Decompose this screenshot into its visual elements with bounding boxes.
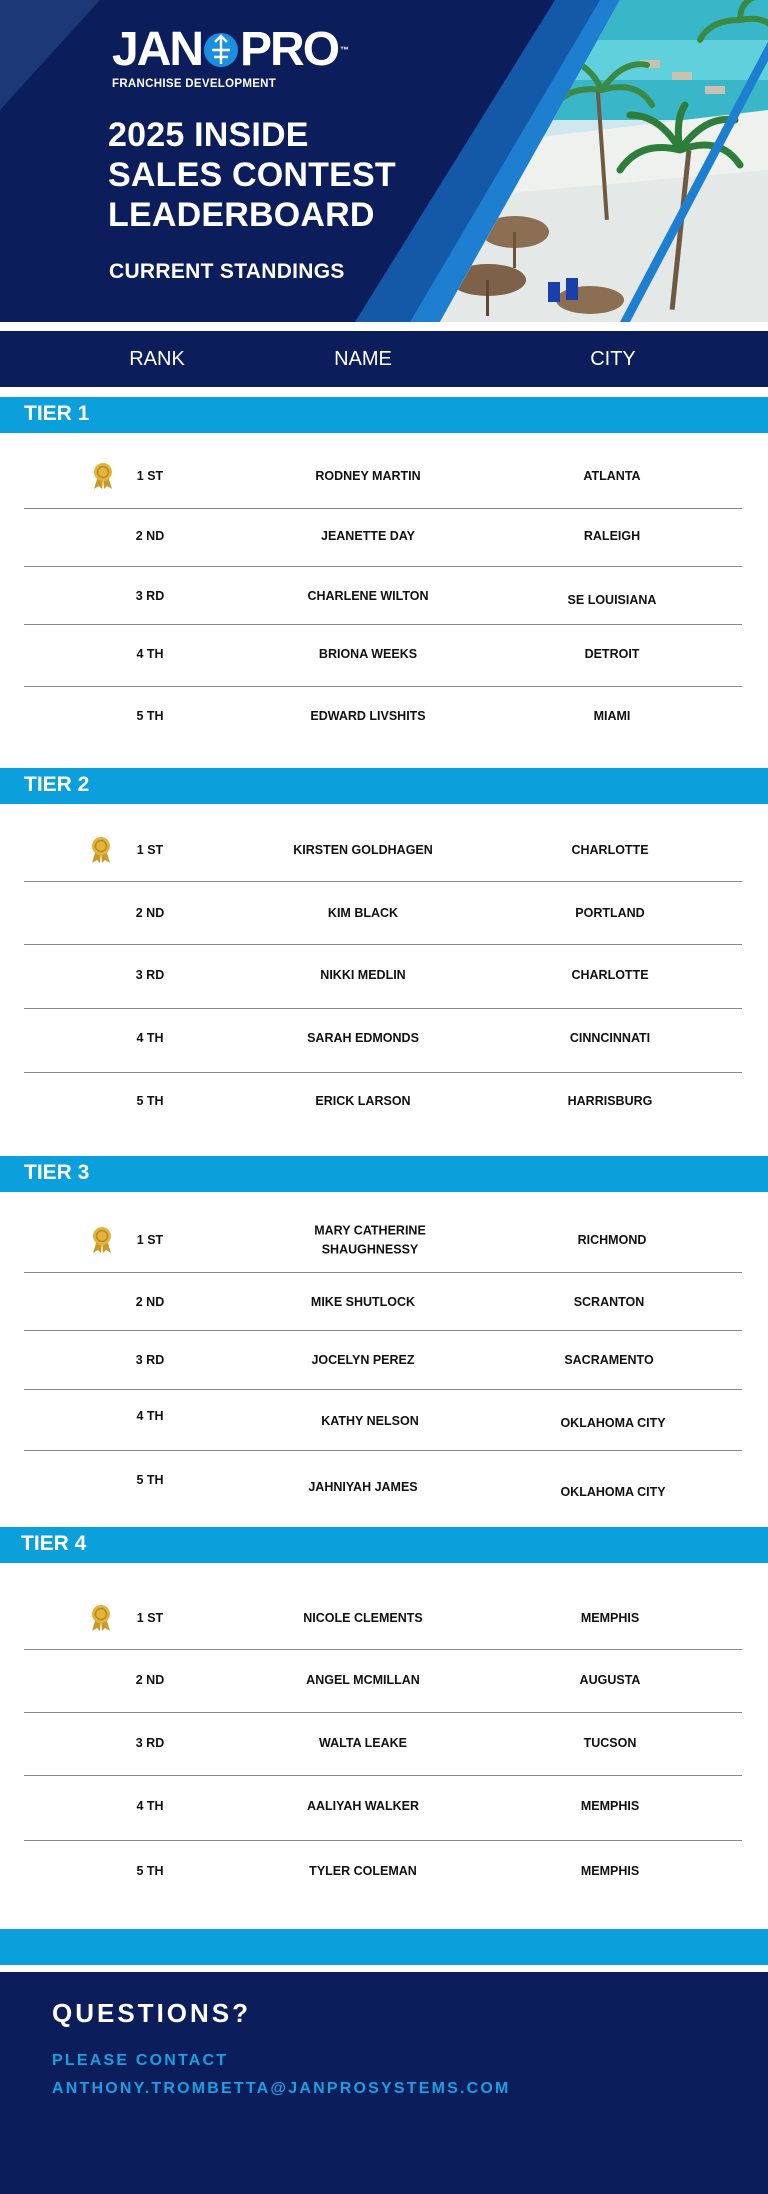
city-cell: MEMPHIS [580, 1864, 640, 1878]
name-line: MARY CATHERINE [314, 1223, 426, 1238]
row-divider [24, 1330, 742, 1331]
name-cell: CHARLENE WILTON [307, 589, 429, 603]
city-cell: SACRAMENTO [564, 1353, 654, 1367]
row-divider [24, 1775, 742, 1776]
city-cell: DETROIT [584, 647, 640, 661]
medal-icon [90, 1604, 112, 1632]
rank-cell: 1 ST [136, 469, 164, 483]
tier-header [0, 397, 768, 433]
page-title [108, 115, 468, 235]
name-cell: ERICK LARSON [315, 1094, 411, 1108]
rank-cell: 4 TH [136, 1409, 164, 1423]
row-divider [24, 1649, 742, 1650]
name-cell: SARAH EDMONDS [307, 1031, 419, 1045]
name-cell: JAHNIYAH JAMES [308, 1480, 418, 1494]
name-cell: MIKE SHUTLOCK [310, 1295, 416, 1309]
footer-accent-strip [0, 1929, 768, 1965]
city-cell: CHARLOTTE [571, 843, 649, 857]
name-cell: TYLER COLEMAN [309, 1864, 417, 1878]
row-divider [24, 508, 742, 509]
city-cell: MEMPHIS [580, 1611, 640, 1625]
row-divider [24, 944, 742, 945]
name-cell: JEANETTE DAY [320, 529, 416, 543]
row-divider [24, 624, 742, 625]
rank-cell: 4 TH [136, 647, 164, 661]
page-subtitle: CURRENT STANDINGS [109, 260, 345, 283]
row-divider [24, 1272, 742, 1273]
row-divider [24, 1072, 742, 1073]
rank-cell: 1 ST [136, 1233, 164, 1247]
name-cell: KIM BLACK [327, 906, 399, 920]
title-line: 2025 INSIDE [108, 116, 309, 154]
row-divider [24, 686, 742, 687]
contact-email-link[interactable]: ANTHONY.TROMBETTA@JANPROSYSTEMS.COM [52, 2080, 511, 2097]
name-cell: BRIONA WEEKS [318, 647, 418, 661]
city-cell: MEMPHIS [580, 1799, 640, 1813]
tier-header [0, 1156, 768, 1192]
title-line: SALES CONTEST [108, 156, 396, 194]
city-cell: PORTLAND [575, 906, 645, 920]
name-cell: NICOLE CLEMENTS [303, 1611, 423, 1625]
medal-icon [91, 1226, 113, 1254]
name-cell: AALIYAH WALKER [306, 1799, 420, 1813]
city-cell: TUCSON [583, 1736, 637, 1750]
city-cell: SE LOUISIANA [567, 593, 657, 607]
name-cell: RODNEY MARTIN [315, 469, 421, 483]
city-cell: ATLANTA [583, 469, 641, 483]
name-cell: WALTA LEAKE [319, 1736, 407, 1750]
rank-cell: 1 ST [136, 1611, 164, 1625]
footer-contact [0, 1972, 768, 2194]
tier-header [0, 1527, 768, 1563]
city-cell: AUGUSTA [579, 1673, 641, 1687]
row-divider [24, 1450, 742, 1451]
column-header-name: NAME [334, 348, 392, 370]
hero-banner [0, 0, 768, 322]
medal-icon [90, 836, 112, 864]
city-cell: SCRANTON [573, 1295, 645, 1309]
logo-text-right: PRO [240, 23, 339, 76]
rank-cell: 5 TH [136, 709, 164, 723]
janpro-logo [112, 23, 350, 90]
city-cell: RICHMOND [577, 1233, 647, 1247]
title-line: LEADERBOARD [108, 196, 375, 234]
name-cell: KATHY NELSON [321, 1414, 419, 1428]
city-cell: RALEIGH [583, 529, 641, 543]
logo-trademark: ™ [340, 45, 350, 55]
name-cell: NIKKI MEDLIN [320, 968, 406, 982]
city-cell: OKLAHOMA CITY [560, 1416, 666, 1430]
row-divider [24, 1008, 742, 1009]
medal-icon [92, 462, 114, 490]
name-line: SHAUGHNESSY [321, 1242, 419, 1257]
column-header-city: CITY [590, 348, 636, 370]
city-cell: MIAMI [593, 709, 631, 723]
rank-cell: 5 TH [136, 1473, 164, 1487]
row-divider [24, 1389, 742, 1390]
questions-heading: QUESTIONS? [52, 1998, 252, 2028]
city-cell: CHARLOTTE [571, 968, 649, 982]
rank-cell: 3 RD [135, 968, 165, 982]
logo-subtitle: FRANCHISE DEVELOPMENT [112, 78, 277, 90]
row-divider [24, 1840, 742, 1841]
name-cell: KIRSTEN GOLDHAGEN [293, 843, 433, 857]
rank-cell: 2 ND [135, 529, 165, 543]
city-cell: CINNCINNATI [569, 1031, 651, 1045]
rank-cell: 4 TH [136, 1799, 164, 1813]
name-cell: EDWARD LIVSHITS [310, 709, 426, 723]
name-cell: ANGEL MCMILLAN [306, 1673, 420, 1687]
row-divider [24, 1712, 742, 1713]
city-cell: HARRISBURG [567, 1094, 653, 1108]
rank-cell: 3 RD [135, 1736, 165, 1750]
rank-cell: 2 ND [135, 1295, 165, 1309]
rank-cell: 3 RD [135, 589, 165, 603]
row-divider [24, 566, 742, 567]
rank-cell: 2 ND [135, 1673, 165, 1687]
rank-cell: 5 TH [136, 1864, 164, 1878]
rank-cell: 2 ND [135, 906, 165, 920]
logo-text-left: JAN [112, 23, 203, 76]
tier-header [0, 768, 768, 804]
column-header-rank: RANK [129, 348, 185, 370]
column-header-bar [0, 331, 768, 387]
city-cell: OKLAHOMA CITY [560, 1485, 666, 1499]
name-cell [314, 1223, 426, 1258]
rank-cell: 3 RD [135, 1353, 165, 1367]
rank-cell: 1 ST [136, 843, 164, 857]
rank-cell: 5 TH [136, 1094, 164, 1108]
rank-cell: 4 TH [136, 1031, 164, 1045]
tier-label: TIER 4 [21, 1532, 87, 1555]
tier-label: TIER 2 [24, 773, 90, 796]
globe-icon [203, 32, 239, 68]
tier-label: TIER 1 [24, 402, 90, 425]
contact-label: PLEASE CONTACT [52, 2052, 229, 2069]
row-divider [24, 881, 742, 882]
name-cell: JOCELYN PEREZ [311, 1353, 415, 1367]
tier-label: TIER 3 [24, 1161, 90, 1184]
